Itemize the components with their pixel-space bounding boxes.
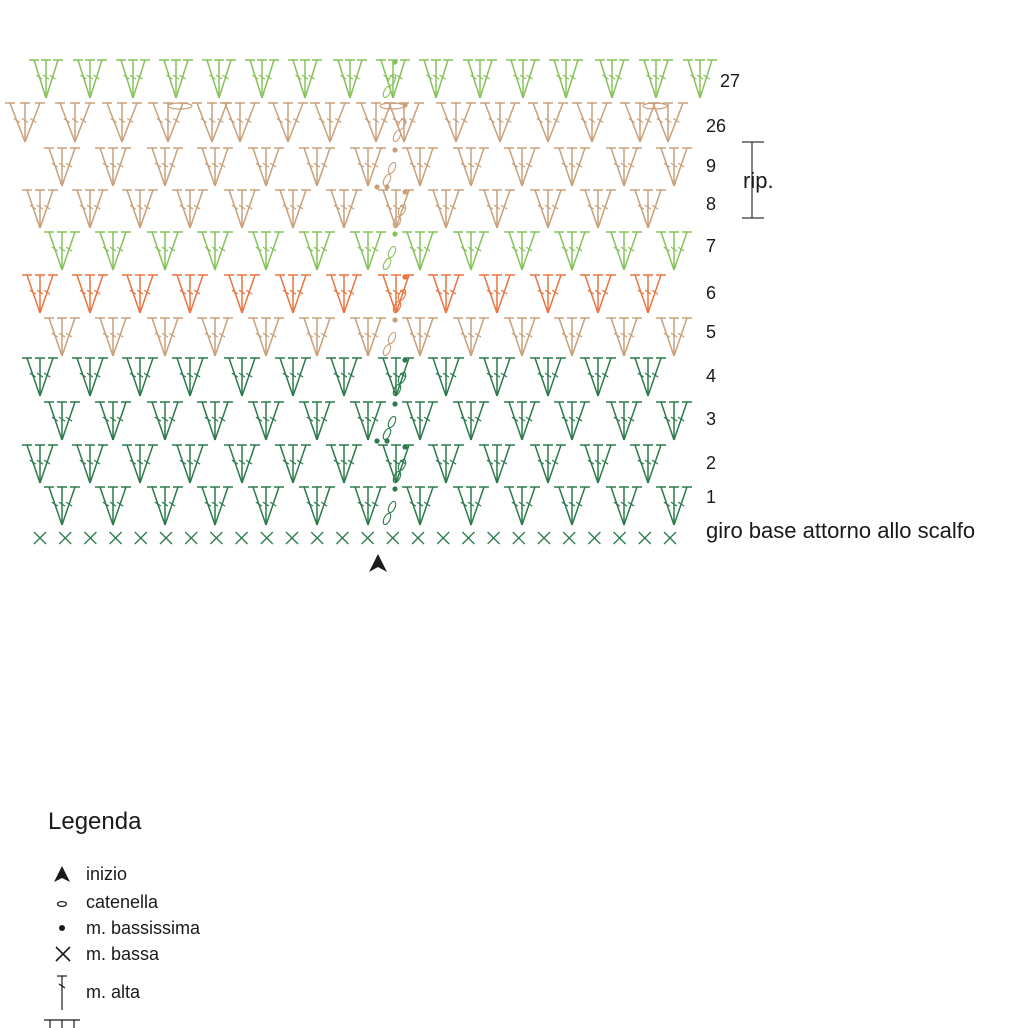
- stitch-cluster: [248, 232, 284, 270]
- slip-stitch-icon: [392, 147, 397, 152]
- stitch-cluster: [479, 190, 515, 228]
- stitch-cluster: [504, 148, 540, 186]
- stitch-cluster: [22, 445, 58, 483]
- stitch-cluster: [275, 275, 311, 313]
- row-label: 3: [706, 409, 717, 429]
- stitch-cluster: [419, 60, 453, 98]
- stitch-cluster: [350, 402, 386, 440]
- row-4: [22, 357, 666, 396]
- single-crochet-icon: [563, 532, 575, 544]
- stitch-cluster: [288, 60, 322, 98]
- stitch-cluster: [248, 318, 284, 356]
- stitch-cluster: [530, 190, 566, 228]
- stitch-cluster: [248, 148, 284, 186]
- stitch-cluster: [44, 487, 80, 525]
- stitch-cluster: [224, 445, 260, 483]
- stitch-cluster: [402, 318, 438, 356]
- stitch-cluster: [333, 60, 367, 98]
- stitch-cluster: [378, 358, 414, 396]
- single-crochet-icon: [538, 532, 550, 544]
- stitch-cluster: [630, 190, 666, 228]
- base-row: [34, 518, 975, 544]
- stitch-cluster: [197, 232, 233, 270]
- stitch-cluster: [172, 190, 208, 228]
- stitch-cluster: [310, 103, 350, 142]
- stitch-cluster: [656, 318, 692, 356]
- stitch-cluster: [147, 232, 183, 270]
- single-crochet-icon: [664, 532, 676, 544]
- stitch-cluster: [55, 103, 95, 142]
- single-crochet-icon: [135, 532, 147, 544]
- row-label: 7: [706, 236, 717, 256]
- chain-stitch-icon: [387, 73, 398, 86]
- base-row-label: giro base attorno allo scalfo: [706, 518, 976, 543]
- single-crochet-icon: [588, 532, 600, 544]
- chain-stitch-icon: [382, 257, 393, 270]
- stitch-cluster: [504, 487, 540, 525]
- stitch-cluster: [453, 148, 489, 186]
- stitch-cluster: [572, 103, 612, 142]
- slip-stitch-icon: [402, 357, 407, 362]
- legend-item-start: [44, 862, 304, 886]
- single-crochet-icon: [513, 532, 525, 544]
- single-crochet-icon: [44, 942, 84, 966]
- stitch-cluster: [554, 487, 590, 525]
- stitch-cluster: [480, 103, 520, 142]
- cluster-stitch-icon: [44, 1018, 84, 1028]
- stitch-cluster: [268, 103, 308, 142]
- legend-label: inizio: [86, 864, 128, 884]
- stitch-cluster: [428, 275, 464, 313]
- legend-label: m. alta: [86, 982, 141, 1002]
- stitch-cluster: [224, 358, 260, 396]
- row-label: 4: [706, 366, 717, 386]
- legend-item-chain: [44, 890, 304, 914]
- stitch-cluster: [122, 190, 158, 228]
- single-crochet-icon: [614, 532, 626, 544]
- stitch-cluster: [479, 275, 515, 313]
- stitch-cluster: [606, 487, 642, 525]
- stitch-cluster: [436, 103, 476, 142]
- row-26: [5, 102, 688, 142]
- slip-stitch-icon: [402, 274, 407, 279]
- stitch-cluster: [197, 402, 233, 440]
- stitch-cluster: [554, 318, 590, 356]
- stitch-cluster: [197, 148, 233, 186]
- chain-stitch-icon: [392, 383, 403, 396]
- chain-stitch-icon: [380, 103, 404, 109]
- single-crochet-icon: [412, 532, 424, 544]
- row-label: 2: [706, 453, 717, 473]
- stitch-cluster: [44, 318, 80, 356]
- legend-item-double: [44, 974, 304, 1014]
- single-crochet-icon: [59, 532, 71, 544]
- slip-stitch-icon: [374, 438, 379, 443]
- stitch-cluster: [275, 358, 311, 396]
- row-9: [44, 147, 692, 189]
- stitch-cluster: [72, 358, 108, 396]
- stitch-cluster: [580, 358, 616, 396]
- row-27: [29, 59, 717, 98]
- stitch-cluster: [595, 60, 629, 98]
- chain-stitch-icon: [392, 215, 403, 228]
- single-crochet-icon: [261, 532, 273, 544]
- row-label: 8: [706, 194, 717, 214]
- stitch-cluster: [350, 318, 386, 356]
- stitch-cluster: [402, 232, 438, 270]
- stitch-cluster: [44, 232, 80, 270]
- stitch-cluster: [504, 232, 540, 270]
- stitch-cluster: [554, 402, 590, 440]
- stitch-cluster: [580, 190, 616, 228]
- stitch-cluster: [453, 402, 489, 440]
- slip-stitch-icon: [374, 184, 379, 189]
- start-arrow-icon: [44, 862, 84, 886]
- single-crochet-icon: [311, 532, 323, 544]
- stitch-cluster: [299, 232, 335, 270]
- stitch-cluster: [299, 402, 335, 440]
- single-crochet-icon: [110, 532, 122, 544]
- single-crochet-icon: [462, 532, 474, 544]
- legend-label: m. bassa: [86, 944, 160, 964]
- row-6: [22, 274, 666, 313]
- single-crochet-icon: [84, 532, 96, 544]
- stitch-cluster: [72, 190, 108, 228]
- stitch-cluster: [402, 148, 438, 186]
- stitch-cluster: [147, 487, 183, 525]
- single-crochet-icon: [286, 532, 298, 544]
- stitch-cluster: [656, 487, 692, 525]
- row-5: [44, 317, 692, 356]
- double-crochet-icon: [44, 974, 84, 1014]
- chain-stitch-icon: [382, 512, 393, 525]
- row-label: 5: [706, 322, 717, 342]
- stitch-cluster: [326, 190, 362, 228]
- chain-stitch-icon: [168, 103, 192, 109]
- stitch-cluster: [630, 275, 666, 313]
- legend-label: m. bassissima: [86, 918, 201, 938]
- stitch-cluster: [554, 148, 590, 186]
- stitch-cluster: [95, 402, 131, 440]
- row-2: [22, 444, 666, 483]
- stitch-cluster: [656, 402, 692, 440]
- slip-stitch-icon: [384, 184, 389, 189]
- stitch-cluster: [656, 148, 692, 186]
- stitch-cluster: [22, 358, 58, 396]
- row-8: [22, 189, 666, 228]
- stitch-cluster: [73, 60, 107, 98]
- repeat-label: rip.: [743, 168, 774, 193]
- single-crochet-icon: [236, 532, 248, 544]
- stitch-cluster: [192, 103, 232, 142]
- row-label: 1: [706, 487, 717, 507]
- stitch-cluster: [116, 60, 150, 98]
- single-crochet-icon: [639, 532, 651, 544]
- slip-stitch-icon: [402, 189, 407, 194]
- stitch-cluster: [530, 275, 566, 313]
- row-label: 6: [706, 283, 717, 303]
- legend-title: Legenda: [48, 808, 142, 835]
- slip-stitch-icon: [392, 59, 397, 64]
- single-crochet-icon: [362, 532, 374, 544]
- stitch-cluster: [248, 402, 284, 440]
- stitch-cluster: [95, 318, 131, 356]
- stitch-cluster: [453, 232, 489, 270]
- stitch-cluster: [172, 275, 208, 313]
- stitch-cluster: [202, 60, 236, 98]
- stitch-cluster: [22, 275, 58, 313]
- stitch-cluster: [554, 232, 590, 270]
- single-crochet-icon: [336, 532, 348, 544]
- chain-stitch-icon: [382, 85, 393, 98]
- stitch-cluster: [606, 232, 642, 270]
- stitch-cluster: [528, 103, 568, 142]
- stitch-cluster: [159, 60, 193, 98]
- stitch-cluster: [350, 148, 386, 186]
- stitch-cluster: [549, 60, 583, 98]
- stitch-cluster: [378, 190, 414, 228]
- stitch-cluster: [656, 232, 692, 270]
- stitch-cluster: [122, 445, 158, 483]
- chain-stitch-icon: [387, 331, 398, 344]
- chain-stitch-icon: [392, 470, 403, 483]
- legend-item-single: [44, 942, 304, 966]
- stitch-cluster: [453, 487, 489, 525]
- stitch-cluster: [326, 358, 362, 396]
- stitch-cluster: [402, 402, 438, 440]
- stitch-cluster: [350, 232, 386, 270]
- stitch-cluster: [224, 190, 260, 228]
- single-crochet-icon: [34, 532, 46, 544]
- stitch-cluster: [428, 445, 464, 483]
- stitch-cluster: [376, 60, 410, 98]
- stitch-cluster: [197, 318, 233, 356]
- stitch-cluster: [453, 318, 489, 356]
- chain-stitch-icon: [44, 890, 84, 914]
- stitch-cluster: [428, 190, 464, 228]
- row-labels: [706, 71, 740, 507]
- stitch-cluster: [479, 445, 515, 483]
- stitch-cluster: [29, 60, 63, 98]
- stitch-cluster: [378, 445, 414, 483]
- stitch-cluster: [197, 487, 233, 525]
- chain-stitch-icon: [392, 300, 403, 313]
- legend-label: catenella: [86, 892, 159, 912]
- slip-stitch-icon: [392, 231, 397, 236]
- legend-item-slip: [44, 916, 304, 940]
- slip-stitch-icon: [44, 916, 84, 940]
- stitch-cluster: [147, 402, 183, 440]
- stitch-cluster: [326, 445, 362, 483]
- stitch-cluster: [122, 358, 158, 396]
- stitch-cluster: [606, 148, 642, 186]
- slip-stitch-icon: [392, 486, 397, 491]
- stitch-cluster: [402, 487, 438, 525]
- stitch-cluster: [530, 445, 566, 483]
- repeat-bracket: [742, 142, 774, 218]
- start-arrow-icon: [369, 554, 387, 572]
- chain-stitch-icon: [382, 343, 393, 356]
- single-crochet-icon: [437, 532, 449, 544]
- stitch-cluster: [245, 60, 279, 98]
- stitch-cluster: [44, 402, 80, 440]
- single-crochet-icon: [185, 532, 197, 544]
- chain-stitch-icon: [387, 161, 398, 174]
- stitch-cluster: [326, 275, 362, 313]
- stitch-cluster: [506, 60, 540, 98]
- chain-stitch-icon: [397, 117, 408, 130]
- chain-stitch-icon: [387, 415, 398, 428]
- stitch-cluster: [95, 232, 131, 270]
- stitch-cluster: [172, 358, 208, 396]
- slip-stitch-icon: [392, 317, 397, 322]
- stitch-cluster: [530, 358, 566, 396]
- stitch-cluster: [220, 103, 260, 142]
- stitch-cluster: [275, 445, 311, 483]
- slip-stitch-icon: [402, 444, 407, 449]
- legend-item-cluster: [44, 1018, 304, 1028]
- stitch-cluster: [172, 445, 208, 483]
- stitch-cluster: [463, 60, 497, 98]
- stitch-cluster: [580, 275, 616, 313]
- stitch-cluster: [504, 318, 540, 356]
- stitch-cluster: [639, 60, 673, 98]
- stitch-cluster: [95, 148, 131, 186]
- stitch-cluster: [504, 402, 540, 440]
- stitch-cluster: [580, 445, 616, 483]
- stitch-cluster: [299, 148, 335, 186]
- single-crochet-icon: [387, 532, 399, 544]
- stitch-cluster: [72, 445, 108, 483]
- chain-stitch-icon: [392, 129, 403, 142]
- stitch-rows: [5, 59, 717, 525]
- single-crochet-icon: [160, 532, 172, 544]
- slip-stitch-icon: [392, 401, 397, 406]
- stitch-cluster: [122, 275, 158, 313]
- stitch-cluster: [72, 275, 108, 313]
- stitch-cluster: [299, 487, 335, 525]
- stitch-cluster: [630, 445, 666, 483]
- row-7: [44, 231, 692, 270]
- row-1: [44, 486, 692, 525]
- single-crochet-icon: [488, 532, 500, 544]
- row-label: 9: [706, 156, 717, 176]
- stitch-cluster: [95, 487, 131, 525]
- row-label: 27: [720, 71, 741, 91]
- stitch-cluster: [299, 318, 335, 356]
- stitch-cluster: [248, 487, 284, 525]
- single-crochet-icon: [210, 532, 222, 544]
- stitch-cluster: [479, 358, 515, 396]
- stitch-cluster: [22, 190, 58, 228]
- slip-stitch-icon: [384, 438, 389, 443]
- stitch-cluster: [378, 275, 414, 313]
- stitch-cluster: [5, 103, 45, 142]
- stitch-cluster: [275, 190, 311, 228]
- stitch-cluster: [350, 487, 386, 525]
- stitch-cluster: [606, 318, 642, 356]
- row-3: [44, 401, 692, 443]
- row-label: 26: [706, 116, 727, 136]
- stitch-cluster: [630, 358, 666, 396]
- chain-stitch-icon: [387, 245, 398, 258]
- stitch-cluster: [147, 318, 183, 356]
- stitch-cluster: [224, 275, 260, 313]
- stitch-cluster: [147, 148, 183, 186]
- stitch-cluster: [683, 60, 717, 98]
- stitch-cluster: [428, 358, 464, 396]
- chain-stitch-icon: [387, 500, 398, 513]
- stitch-cluster: [102, 103, 142, 142]
- stitch-cluster: [606, 402, 642, 440]
- stitch-cluster: [44, 148, 80, 186]
